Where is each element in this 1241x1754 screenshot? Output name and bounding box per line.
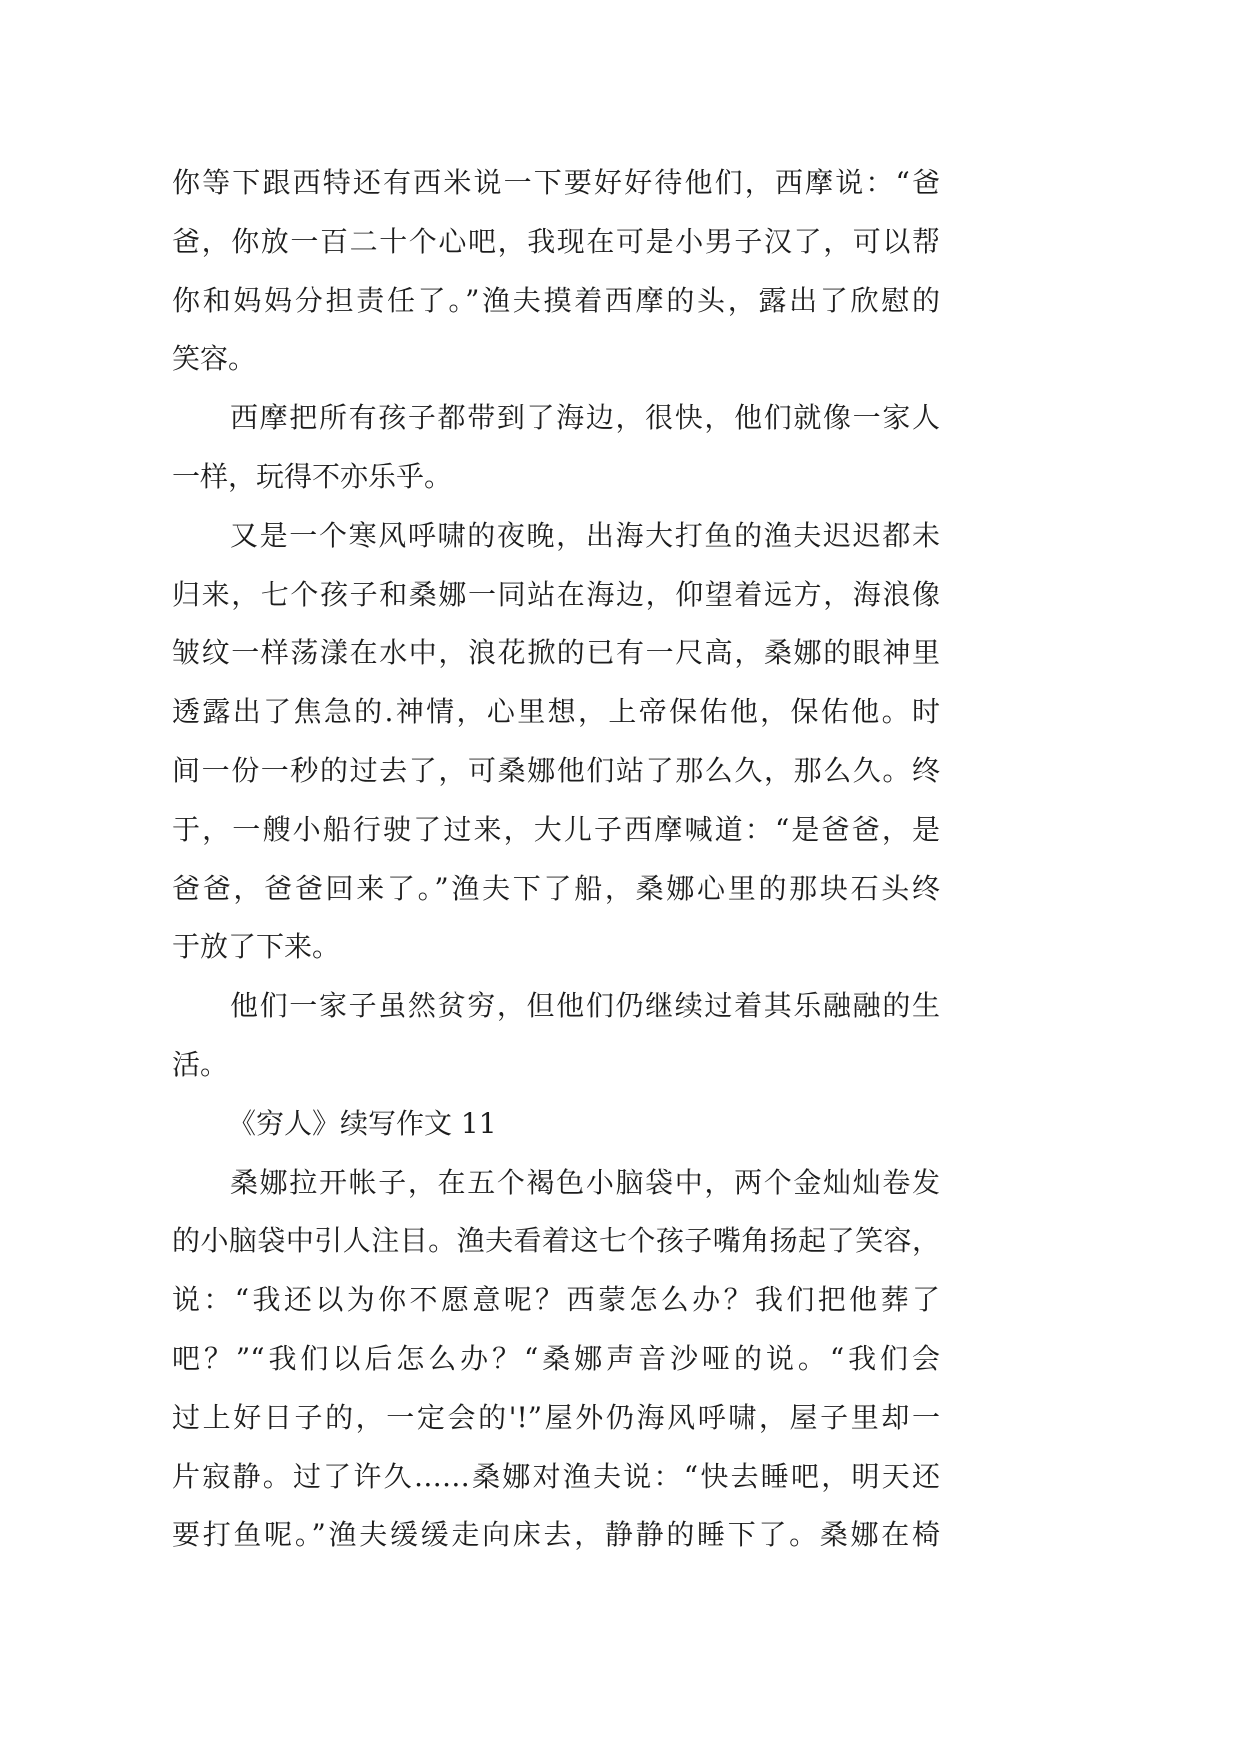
paragraph	[172, 507, 940, 977]
text-line: 的小脑袋中引人注目。渔夫看着这七个孩子嘴角扬起了笑容，	[172, 1224, 940, 1258]
section-heading: 《穷人》续写作文 11	[228, 1106, 497, 1140]
text-line: 要打鱼呢。”渔夫缓缓走向床去，静静的睡下了。桑娜在椅	[172, 1518, 940, 1552]
paragraph	[172, 977, 940, 1095]
paragraph	[172, 389, 940, 507]
text-line: 透露出了焦急的.神情，心里想，上帝保佑他，保佑他。时	[172, 695, 940, 729]
text-line: 说：“我还以为你不愿意呢？西蒙怎么办？我们把他葬了	[172, 1283, 940, 1317]
text-line: 一样，玩得不亦乐乎。	[172, 459, 453, 493]
text-line: 间一份一秒的过去了，可桑娜他们站了那么久，那么久。终	[172, 753, 940, 787]
text-line: 爸爸，爸爸回来了。”渔夫下了船，桑娜心里的那块石头终	[172, 871, 940, 905]
paragraph	[172, 154, 940, 389]
text-line: 归来，七个孩子和桑娜一同站在海边，仰望着远方，海浪像	[172, 577, 940, 611]
paragraph	[172, 1154, 940, 1566]
text-line: 过上好日子的，一定会的'!”屋外仍海风呼啸，屋子里却一	[172, 1400, 940, 1434]
text-line: 笑容。	[172, 342, 257, 376]
document-body	[172, 154, 940, 1565]
text-line: 西摩把所有孩子都带到了海边，很快，他们就像一家人	[230, 401, 940, 435]
text-line: 于放了下来。	[172, 930, 341, 964]
text-line: 你和妈妈分担责任了。”渔夫摸着西摩的头，露出了欣慰的	[172, 283, 940, 317]
text-line: 你等下跟西特还有西米说一下要好好待他们，西摩说：“爸	[172, 166, 940, 199]
text-line: 活。	[172, 1047, 229, 1081]
text-line: 他们一家子虽然贫穷，但他们仍继续过着其乐融融的生	[230, 989, 940, 1023]
text-line: 皱纹一样荡漾在水中，浪花掀的已有一尺高，桑娜的眼神里	[172, 636, 940, 670]
text-line: 片寂静。过了许久……桑娜对渔夫说：“快去睡吧，明天还	[172, 1459, 940, 1493]
text-line: 爸，你放一百二十个心吧，我现在可是小男子汉了，可以帮	[172, 224, 940, 258]
text-line: 吧？”“我们以后怎么办？“桑娜声音沙哑的说。“我们会	[172, 1341, 940, 1375]
text-line: 桑娜拉开帐子，在五个褐色小脑袋中，两个金灿灿卷发	[230, 1165, 940, 1199]
text-line: 于，一艘小船行驶了过来，大儿子西摩喊道：“是爸爸，是	[172, 812, 940, 846]
text-line: 又是一个寒风呼啸的夜晚，出海大打鱼的渔夫迟迟都未	[230, 518, 940, 552]
